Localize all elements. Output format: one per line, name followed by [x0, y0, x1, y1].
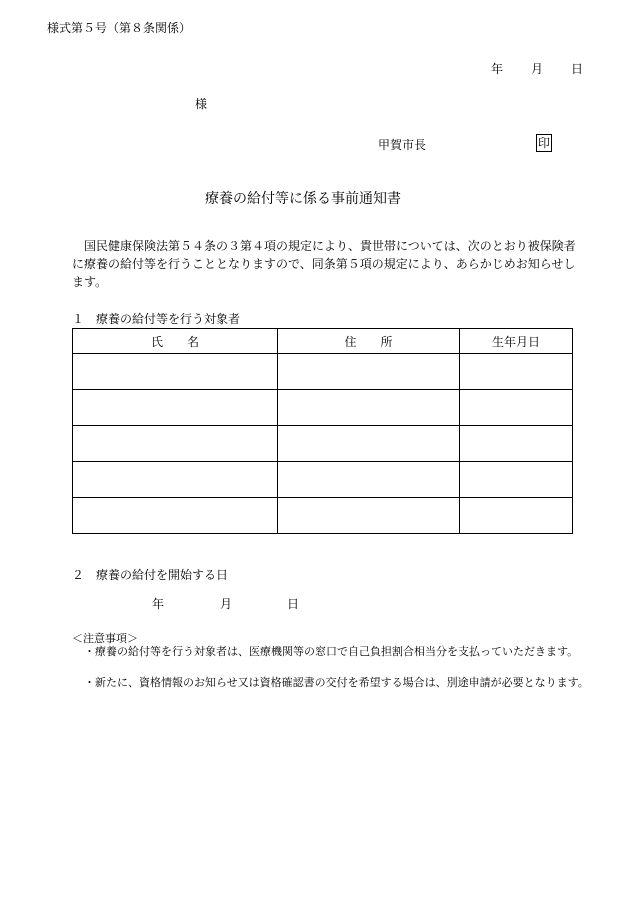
date-month-label: 月: [531, 62, 544, 76]
seal-mark: 印: [537, 136, 550, 150]
date-year-label: 年: [491, 62, 504, 76]
address-cell: [278, 426, 460, 462]
note-item: ・療養の給付等を行う対象者は、医療機関等の窓口で自己負担割合相当分を支払っていただきます。: [84, 645, 579, 658]
note-item: ・新たに、資格情報のお知らせ又は資格確認書の交付を希望する場合は、別途申請が必要となります。: [84, 676, 589, 689]
table-row: [73, 498, 573, 534]
birthdate-cell: [460, 498, 573, 534]
column-header-name: 氏 名: [73, 329, 278, 354]
issuer-name: 甲賀市長: [378, 138, 427, 152]
address-cell: [278, 462, 460, 498]
name-cell: [73, 462, 278, 498]
start-year-label: 年: [152, 597, 165, 611]
date-day-label: 日: [571, 62, 584, 76]
intro-paragraph: 国民健康保険法第５４条の３第４項の規定により、貴世帯については、次のとおり被保険者に療養の給付等を行うこととなりますので、同条第５項の規定により、あらかじめお知らせします。: [72, 239, 576, 289]
section2-heading: ２ 療養の給付を開始する日: [72, 568, 229, 582]
birthdate-cell: [460, 354, 573, 390]
name-cell: [73, 498, 278, 534]
address-cell: [278, 390, 460, 426]
table-row: [73, 390, 573, 426]
address-cell: [278, 354, 460, 390]
addressee-suffix: 様: [195, 97, 208, 111]
form-number: 様式第５号（第８条関係）: [47, 21, 192, 35]
address-cell: [278, 498, 460, 534]
notes-heading: ＜注意事項＞: [72, 632, 138, 645]
name-cell: [73, 354, 278, 390]
table-row: [73, 354, 573, 390]
column-header-birthdate: 生年月日: [460, 329, 573, 354]
start-day-label: 日: [287, 597, 300, 611]
table-row: [73, 426, 573, 462]
table-row: [73, 462, 573, 498]
name-cell: [73, 426, 278, 462]
start-month-label: 月: [220, 597, 233, 611]
birthdate-cell: [460, 462, 573, 498]
birthdate-cell: [460, 426, 573, 462]
name-cell: [73, 390, 278, 426]
recipients-table: [72, 328, 573, 534]
section1-heading: １ 療養の給付等を行う対象者: [72, 312, 241, 326]
birthdate-cell: [460, 390, 573, 426]
column-header-address: 住 所: [278, 329, 460, 354]
document-title: 療養の給付等に係る事前通知書: [205, 191, 401, 207]
